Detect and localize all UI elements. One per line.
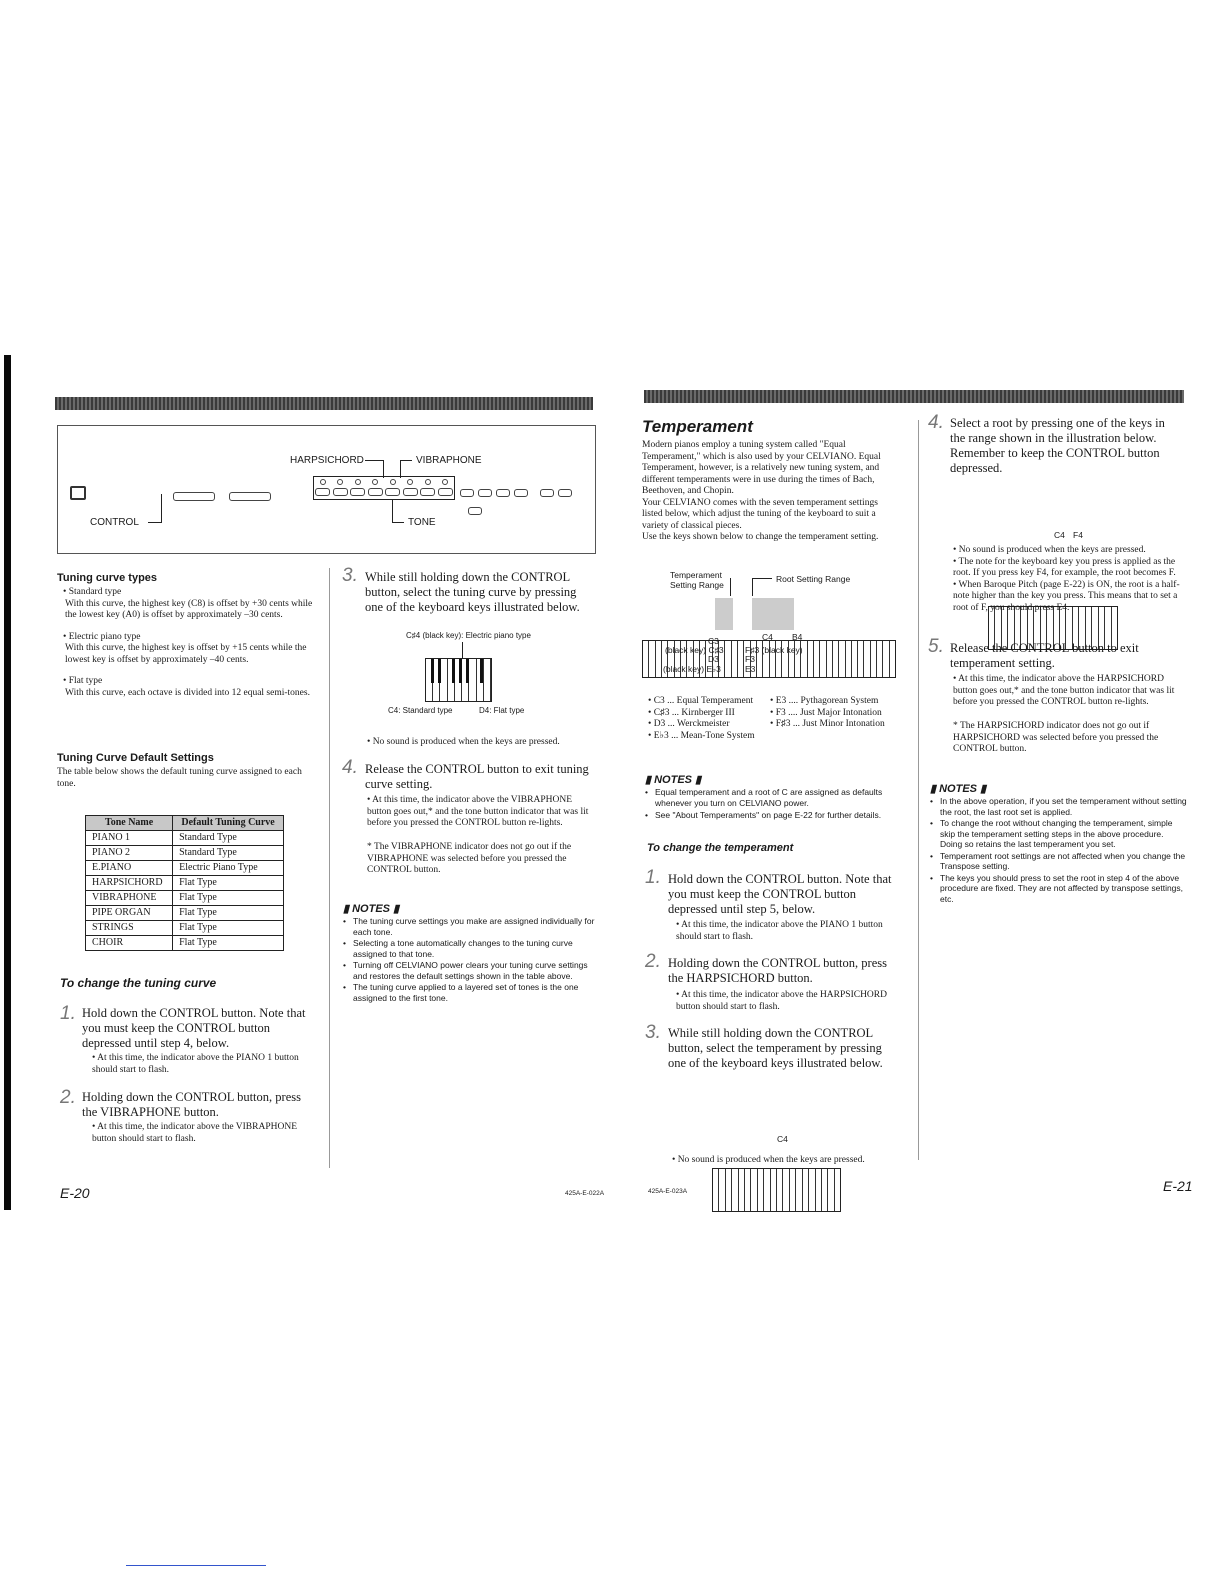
step-number: 2. <box>60 1087 76 1108</box>
key-label: C4 <box>777 1134 788 1144</box>
temp-step-1-bullet: • At this time, the indicator above the PIANO 1 button should start to flash. <box>676 920 883 942</box>
note-item: To change the root without changing the temperament, simple skip the temperament setting steps in the above procedure. Doing so retains the last temperament you set. <box>940 818 1173 849</box>
bullet-item: • The note for the keyboard key you press is applied as the root. If you press key F4, for example, the root becomes F. <box>953 556 1176 578</box>
right-header-bar <box>644 390 1184 403</box>
table-cell: Flat Type <box>173 891 284 906</box>
temp-step-5-footnote: * The HARPSICHORD indicator does not go out if HARPSICHORD was selected before you pressed the CONTROL button. <box>953 721 1159 754</box>
note-item: Selecting a tone automatically changes to the tuning curve assigned to that tone. <box>353 938 573 959</box>
change-tuning-heading: To change the tuning curve <box>60 976 217 990</box>
panel-slider <box>173 492 215 501</box>
note-item: Turning off CELVIANO power clears your tuning curve settings and restores the default settings shown in the table above. <box>353 960 588 981</box>
key-label: C4 <box>762 632 773 642</box>
table-cell: CHOIR <box>86 936 173 951</box>
panel-slider <box>229 492 271 501</box>
table-cell: Standard Type <box>173 846 284 861</box>
key-label: (black key) E♭3 <box>663 664 721 674</box>
change-temperament-heading: To change the temperament <box>647 842 794 854</box>
temp-step-1-text: Hold down the CONTROL button. Note that you must keep the CONTROL button depressed until step 5, below. <box>668 872 892 916</box>
intro-text: Use the keys shown below to change the temperament setting. <box>642 532 879 542</box>
temp-no-sound-note: • No sound is produced when the keys are pressed. <box>672 1155 865 1165</box>
step-1-bullet: • At this time, the indicator above the PIANO 1 button should start to flash. <box>92 1053 299 1075</box>
notes-list: • Equal temperament and a root of C are assigned as defaults whenever you turn on CELVIANO power. • See "About Temperaments" on page E-22 for further details. <box>645 787 900 821</box>
temperament-list-right <box>770 696 905 731</box>
step-4-bullet: • At this time, the indicator above the VIBRAPHONE button goes out,* and the tone button indicator that was lit before you pressed the CONTROL button re-lights. <box>367 795 589 828</box>
control-panel-diagram <box>57 425 596 554</box>
temp-step-5-bullet: • At this time, the indicator above the HARPSICHORD button goes out,* and the tone button indicator that was lit before you pressed the CONTROL button re-lights. <box>953 674 1175 707</box>
note-item: The keys you should press to set the root in step 4 of the above procedure are fixed. They are not affected by transpose settings, etc. <box>940 872 1184 904</box>
notes-heading: ▮ NOTES ▮ <box>343 903 400 915</box>
key-label: (black key) C♯3 <box>665 645 724 655</box>
bullet-item: • When Baroque Pitch (page E-22) is ON, the root is a half-note higher than the key you press. This means that to set a root of F, you should press E4. <box>953 579 1180 613</box>
key-label: C3 <box>708 636 719 646</box>
table-cell: PIANO 2 <box>86 846 173 861</box>
tuning-curve-table <box>85 815 284 951</box>
table-row <box>86 906 284 921</box>
bottom-link-line <box>126 1565 266 1566</box>
table-cell: Flat Type <box>173 936 284 951</box>
step-number: 2. <box>645 951 661 972</box>
table-row <box>86 891 284 906</box>
step-number: 5. <box>928 636 944 657</box>
default-settings-text: The table below shows the default tuning curve assigned to each tone. <box>57 767 302 789</box>
step-2-text: Holding down the CONTROL button, press the VIBRAPHONE button. <box>82 1090 301 1119</box>
table-row <box>86 846 284 861</box>
note-item: The tuning curve settings you make are assigned individually for each tone. <box>353 916 595 937</box>
column-divider <box>918 420 919 1160</box>
temperament-item: • C♯3 ... Kirnberger III <box>648 707 735 718</box>
key-label: B4 <box>792 632 803 642</box>
table-header: Tone Name <box>86 816 173 831</box>
table-cell: Flat Type <box>173 876 284 891</box>
table-header-row <box>86 816 284 831</box>
temperament-item: • E3 .... Pythagorean System <box>770 696 879 706</box>
page-code: 425A-E-022A <box>565 1190 605 1197</box>
temp-select-keyboard <box>712 1168 841 1212</box>
key-label: E3 <box>745 664 756 674</box>
table-cell: Flat Type <box>173 921 284 936</box>
vibraphone-label: VIBRAPHONE <box>416 455 482 466</box>
table-cell: PIANO 1 <box>86 831 173 846</box>
control-label: CONTROL <box>90 517 139 528</box>
temp-step-5-text: Release the CONTROL button to exit temperament setting. <box>950 641 1139 670</box>
table-cell: HARPSICHORD <box>86 876 173 891</box>
notes-list: • The tuning curve settings you make are assigned individually for each tone. • Selecting a tone automatically changes to the tuning curve assigned to that tone. • Turning off CELVIANO power clears your tuning curve settings and restores the default settings shown in the table above. • The tuning curve applied to a layered set of tones is the one assigned to the first tone. <box>343 916 601 1003</box>
temperament-item: • C3 ... Equal Temperament <box>648 696 754 706</box>
keyboard-right-label: D4: Flat type <box>479 706 525 715</box>
tuning-type-title: • Flat type <box>63 676 103 686</box>
table-cell: Flat Type <box>173 906 284 921</box>
tuning-type-text: With this curve, the highest key (C8) is offset by +30 cents while the lowest key (A0) is offset by approximately –30 cents. <box>65 598 313 620</box>
table-cell: PIPE ORGAN <box>86 906 173 921</box>
power-button-icon <box>70 486 86 500</box>
temperament-range-label: Temperament Setting Range <box>670 570 724 590</box>
key-label: D3 <box>708 654 719 664</box>
no-sound-note: • No sound is produced when the keys are pressed. <box>367 737 560 747</box>
step-number: 4. <box>928 412 944 433</box>
note-item: Equal temperament and a root of C are assigned as defaults whenever you turn on CELVIANO power. <box>655 787 883 808</box>
tuning-curve-types-heading: Tuning curve types <box>57 572 158 584</box>
step-4-text: Release the CONTROL button to exit tuning curve setting. <box>365 762 589 791</box>
tuning-type-title: • Electric piano type <box>63 631 141 642</box>
harpsichord-label: HARPSICHORD <box>290 455 364 466</box>
key-label: F3 <box>745 654 755 664</box>
temperament-list-left <box>648 696 773 742</box>
temperament-item: • D3 ... Werckmeister <box>648 719 730 729</box>
step-number: 1. <box>645 867 661 888</box>
note-item: In the above operation, if you set the temperament without setting the root, the last root set is applied. <box>940 796 1187 817</box>
step-4-bullets <box>953 545 1183 614</box>
notes-heading: ▮ NOTES ▮ <box>930 783 987 795</box>
note-item: See "About Temperaments" on page E-22 for further details. <box>655 810 882 820</box>
binder-edge <box>4 355 11 1210</box>
table-row <box>86 936 284 951</box>
table-cell: VIBRAPHONE <box>86 891 173 906</box>
keyboard-top-label: C♯4 (black key): Electric piano type <box>406 631 531 640</box>
step-3-text: While still holding down the CONTROL button, select the tuning curve by pressing one of the keyboard keys illustrated below. <box>365 570 580 614</box>
table-row <box>86 831 284 846</box>
temp-step-2-text: Holding down the CONTROL button, press the HARPSICHORD button. <box>668 956 887 985</box>
tuning-type-list <box>63 587 313 699</box>
tuning-type-text: With this curve, each octave is divided into 12 equal semi-tones. <box>65 687 310 698</box>
page-title: Temperament <box>642 417 753 436</box>
column-divider <box>329 568 330 1168</box>
notes-list: • In the above operation, if you set the temperament without setting the root, the last root set is applied. • To change the root without changing the temperament, simple skip the temperament setting steps in the above procedure. Doing so retains the last temperament you set. • Temperament root settings are not affected when you change the Transpose setting. • The keys you should press to set the root in step 4 of the above procedure are fixed. They are not affected by transpose settings, etc. <box>930 796 1187 904</box>
note-item: The tuning curve applied to a layered set of tones is the one assigned to the first tone. <box>353 982 579 1003</box>
page-number: E-20 <box>60 1185 90 1201</box>
root-range-label: Root Setting Range <box>776 574 851 584</box>
bullet-item: • No sound is produced when the keys are pressed. <box>953 545 1146 555</box>
keyboard-left-label: C4: Standard type <box>388 706 453 715</box>
page-number: E-21 <box>1163 1178 1193 1194</box>
table-cell: Standard Type <box>173 831 284 846</box>
tone-label: TONE <box>408 517 436 528</box>
intro-text: Modern pianos employ a tuning system called "Equal Temperament," which is also used by your CELVIANO. Equal Temperament, however, is a relatively new tuning system, and different temperaments were in use during the times of Bach, Beethoven, and Chopin. <box>642 440 881 496</box>
tuning-type-title: • Standard type <box>63 587 122 597</box>
table-header: Default Tuning Curve <box>173 816 284 831</box>
step-2-bullet: • At this time, the indicator above the VIBRAPHONE button should start to flash. <box>92 1122 298 1144</box>
temp-step-4-text: Select a root by pressing one of the keys in the range shown in the illustration below. Remember to keep the CONTROL button depressed. <box>950 416 1165 475</box>
step-number: 3. <box>645 1022 661 1043</box>
key-label: F♯3 (black key) <box>745 645 803 655</box>
intro-text: Your CELVIANO comes with the seven temperament settings listed below, which adjust the tuning of the keyboard to suit a variety of classical pieces. <box>642 497 878 531</box>
page-code: 425A-E-023A <box>648 1188 688 1195</box>
table-cell: Electric Piano Type <box>173 861 284 876</box>
table-row <box>86 861 284 876</box>
key-label: C4 <box>1054 530 1065 540</box>
table-cell: STRINGS <box>86 921 173 936</box>
note-item: Temperament root settings are not affected when you change the Transpose setting. <box>940 850 1186 871</box>
step-number: 3. <box>342 565 358 586</box>
table-row <box>86 876 284 891</box>
step-number: 1. <box>60 1003 76 1024</box>
step-1-text: Hold down the CONTROL button. Note that you must keep the CONTROL button depressed until step 4, below. <box>82 1006 306 1050</box>
tuning-type-text: With this curve, the highest key is offset by +15 cents while the lowest key is offset by approximately –40 cents. <box>65 643 307 665</box>
default-settings-heading: Tuning Curve Default Settings <box>57 752 214 764</box>
temperament-item: • E♭3 ... Mean-Tone System <box>648 730 755 741</box>
table-cell: E.PIANO <box>86 861 173 876</box>
step-number: 4. <box>342 757 358 778</box>
table-row <box>86 921 284 936</box>
tuning-keyboard <box>425 658 492 702</box>
notes-heading: ▮ NOTES ▮ <box>645 774 702 786</box>
left-header-bar <box>55 397 593 410</box>
temperament-item: • F♯3 ... Just Minor Intonation <box>770 719 885 729</box>
temperament-item: • F3 .... Just Major Intonation <box>770 707 882 718</box>
intro-paragraph <box>642 440 897 544</box>
temp-step-3-text: While still holding down the CONTROL button, select the temperament by pressing one of the keyboard keys illustrated below. <box>668 1026 883 1070</box>
key-label: F4 <box>1073 530 1083 540</box>
step-4-footnote: * The VIBRAPHONE indicator does not go out if the VIBRAPHONE was selected before you pressed the CONTROL button. <box>367 842 572 875</box>
temp-step-2-bullet: • At this time, the indicator above the HARPSICHORD button should start to flash. <box>676 990 887 1012</box>
tone-button-group <box>313 476 455 500</box>
